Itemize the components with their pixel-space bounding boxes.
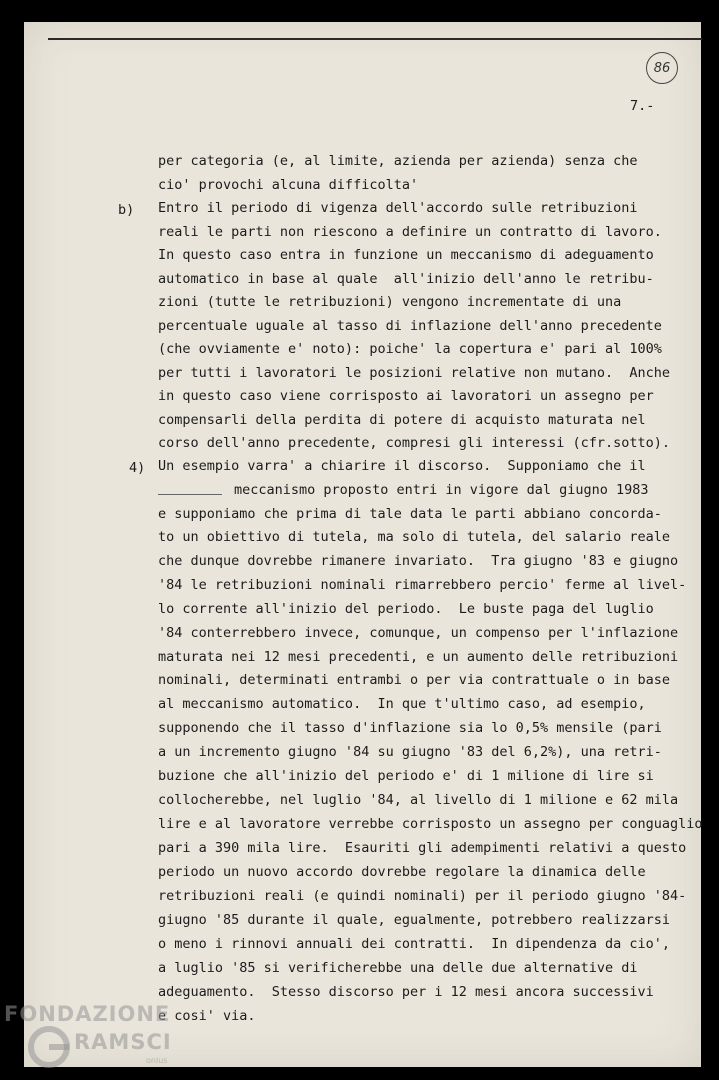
- text-line: Un esempio varra' a chiarire il discorso. Supponiamo che il: [158, 458, 646, 474]
- text-line: reali le parti non riescono a definire un contratto di lavoro.: [158, 224, 662, 240]
- text-line: cio' provochi alcuna difficolta': [158, 177, 419, 193]
- document-page: [24, 22, 701, 1067]
- item-marker-b: b): [118, 202, 135, 218]
- text-line: pari a 390 mila lire. Esauriti gli adempimenti relativi a questo: [158, 840, 687, 856]
- text-line: e supponiamo che prima di tale data le parti abbiano concorda-: [158, 506, 662, 522]
- text-line: periodo un nuovo accordo dovrebbe regolare la dinamica delle: [158, 864, 646, 880]
- text-line: al meccanismo automatico. In que t'ultimo caso, ad esempio,: [158, 696, 646, 712]
- text-line: '84 conterrebbero invece, comunque, un compenso per l'inflazione: [158, 625, 679, 641]
- watermark-line2: RAMSCI: [74, 1030, 172, 1054]
- blank-rule: [158, 494, 222, 495]
- text-line: che dunque dovrebbe rimanere invariato. Tra giugno '83 e giugno: [158, 553, 679, 569]
- text-line: lo corrente all'inizio del periodo. Le buste paga del luglio: [158, 601, 654, 617]
- text-line: In questo caso entra in funzione un meccanismo di adeguamento: [158, 247, 654, 263]
- text-line: to un obiettivo di tutela, ma solo di tutela, del salario reale: [158, 529, 671, 545]
- text-line: retribuzioni reali (e quindi nominali) per il periodo giugno '84-: [158, 888, 687, 904]
- text-line: a un incremento giugno '84 su giugno '83 del 6,2%), una retri-: [158, 744, 662, 760]
- text-line: corso dell'anno precedente, compresi gli interessi (cfr.sotto).: [158, 435, 671, 451]
- item-marker-4: 4): [129, 460, 146, 476]
- watermark-line1: FONDAZIONE: [4, 1002, 171, 1026]
- text-line: e cosi' via.: [158, 1008, 256, 1024]
- text-line: adeguamento. Stesso discorso per i 12 mesi ancora successivi: [158, 984, 654, 1000]
- text-line: in questo caso viene corrisposto ai lavoratori un assegno per: [158, 388, 654, 404]
- text-line: giugno '85 durante il quale, egualmente, potrebbero realizzarsi: [158, 912, 671, 928]
- text-line: per categoria (e, al limite, azienda per azienda) senza che: [158, 153, 638, 169]
- watermark-line3: onlus: [146, 1056, 168, 1065]
- text-line: (che ovviamente e' noto): poiche' la copertura e' pari al 100%: [158, 341, 662, 357]
- archive-stamp: 86: [646, 52, 678, 84]
- text-line: automatico in base al quale all'inizio dell'anno le retribu-: [158, 271, 654, 287]
- text-line: maturata nei 12 mesi precedenti, e un aumento delle retribuzioni: [158, 649, 679, 665]
- text-line: o meno i rinnovi annuali dei contratti. In dipendenza da cio',: [158, 936, 671, 952]
- text-line: supponendo che il tasso d'inflazione sia lo 0,5% mensile (pari: [158, 720, 662, 736]
- text-line: compensarli della perdita di potere di acquisto maturata nel: [158, 412, 646, 428]
- text-line: Entro il periodo di vigenza dell'accordo sulle retribuzioni: [158, 200, 638, 216]
- top-rule: [48, 38, 702, 40]
- text-line: per tutti i lavoratori le posizioni relative non mutano. Anche: [158, 365, 671, 381]
- text-line: collocherebbe, nel luglio '84, al livello di 1 milione e 62 mila: [158, 792, 679, 808]
- text-line: lire e al lavoratore verrebbe corrisposto un assegno per conguaglio: [158, 816, 703, 832]
- text-line: zioni (tutte le retribuzioni) vengono incrementate di una: [158, 294, 622, 310]
- page-number: 7.-: [630, 98, 655, 114]
- text-line: meccanismo proposto entri in vigore dal giugno 1983: [234, 482, 649, 498]
- text-line: buzione che all'inizio del periodo e' di 1 milione di lire si: [158, 768, 654, 784]
- text-line: percentuale uguale al tasso di inflazione dell'anno precedente: [158, 318, 662, 334]
- text-line: nominali, determinati entrambi o per via contrattuale o in base: [158, 672, 671, 688]
- text-line: '84 le retribuzioni nominali rimarrebbero percio' ferme al livel-: [158, 577, 687, 593]
- text-line: a luglio '85 si verificherebbe una delle due alternative di: [158, 960, 638, 976]
